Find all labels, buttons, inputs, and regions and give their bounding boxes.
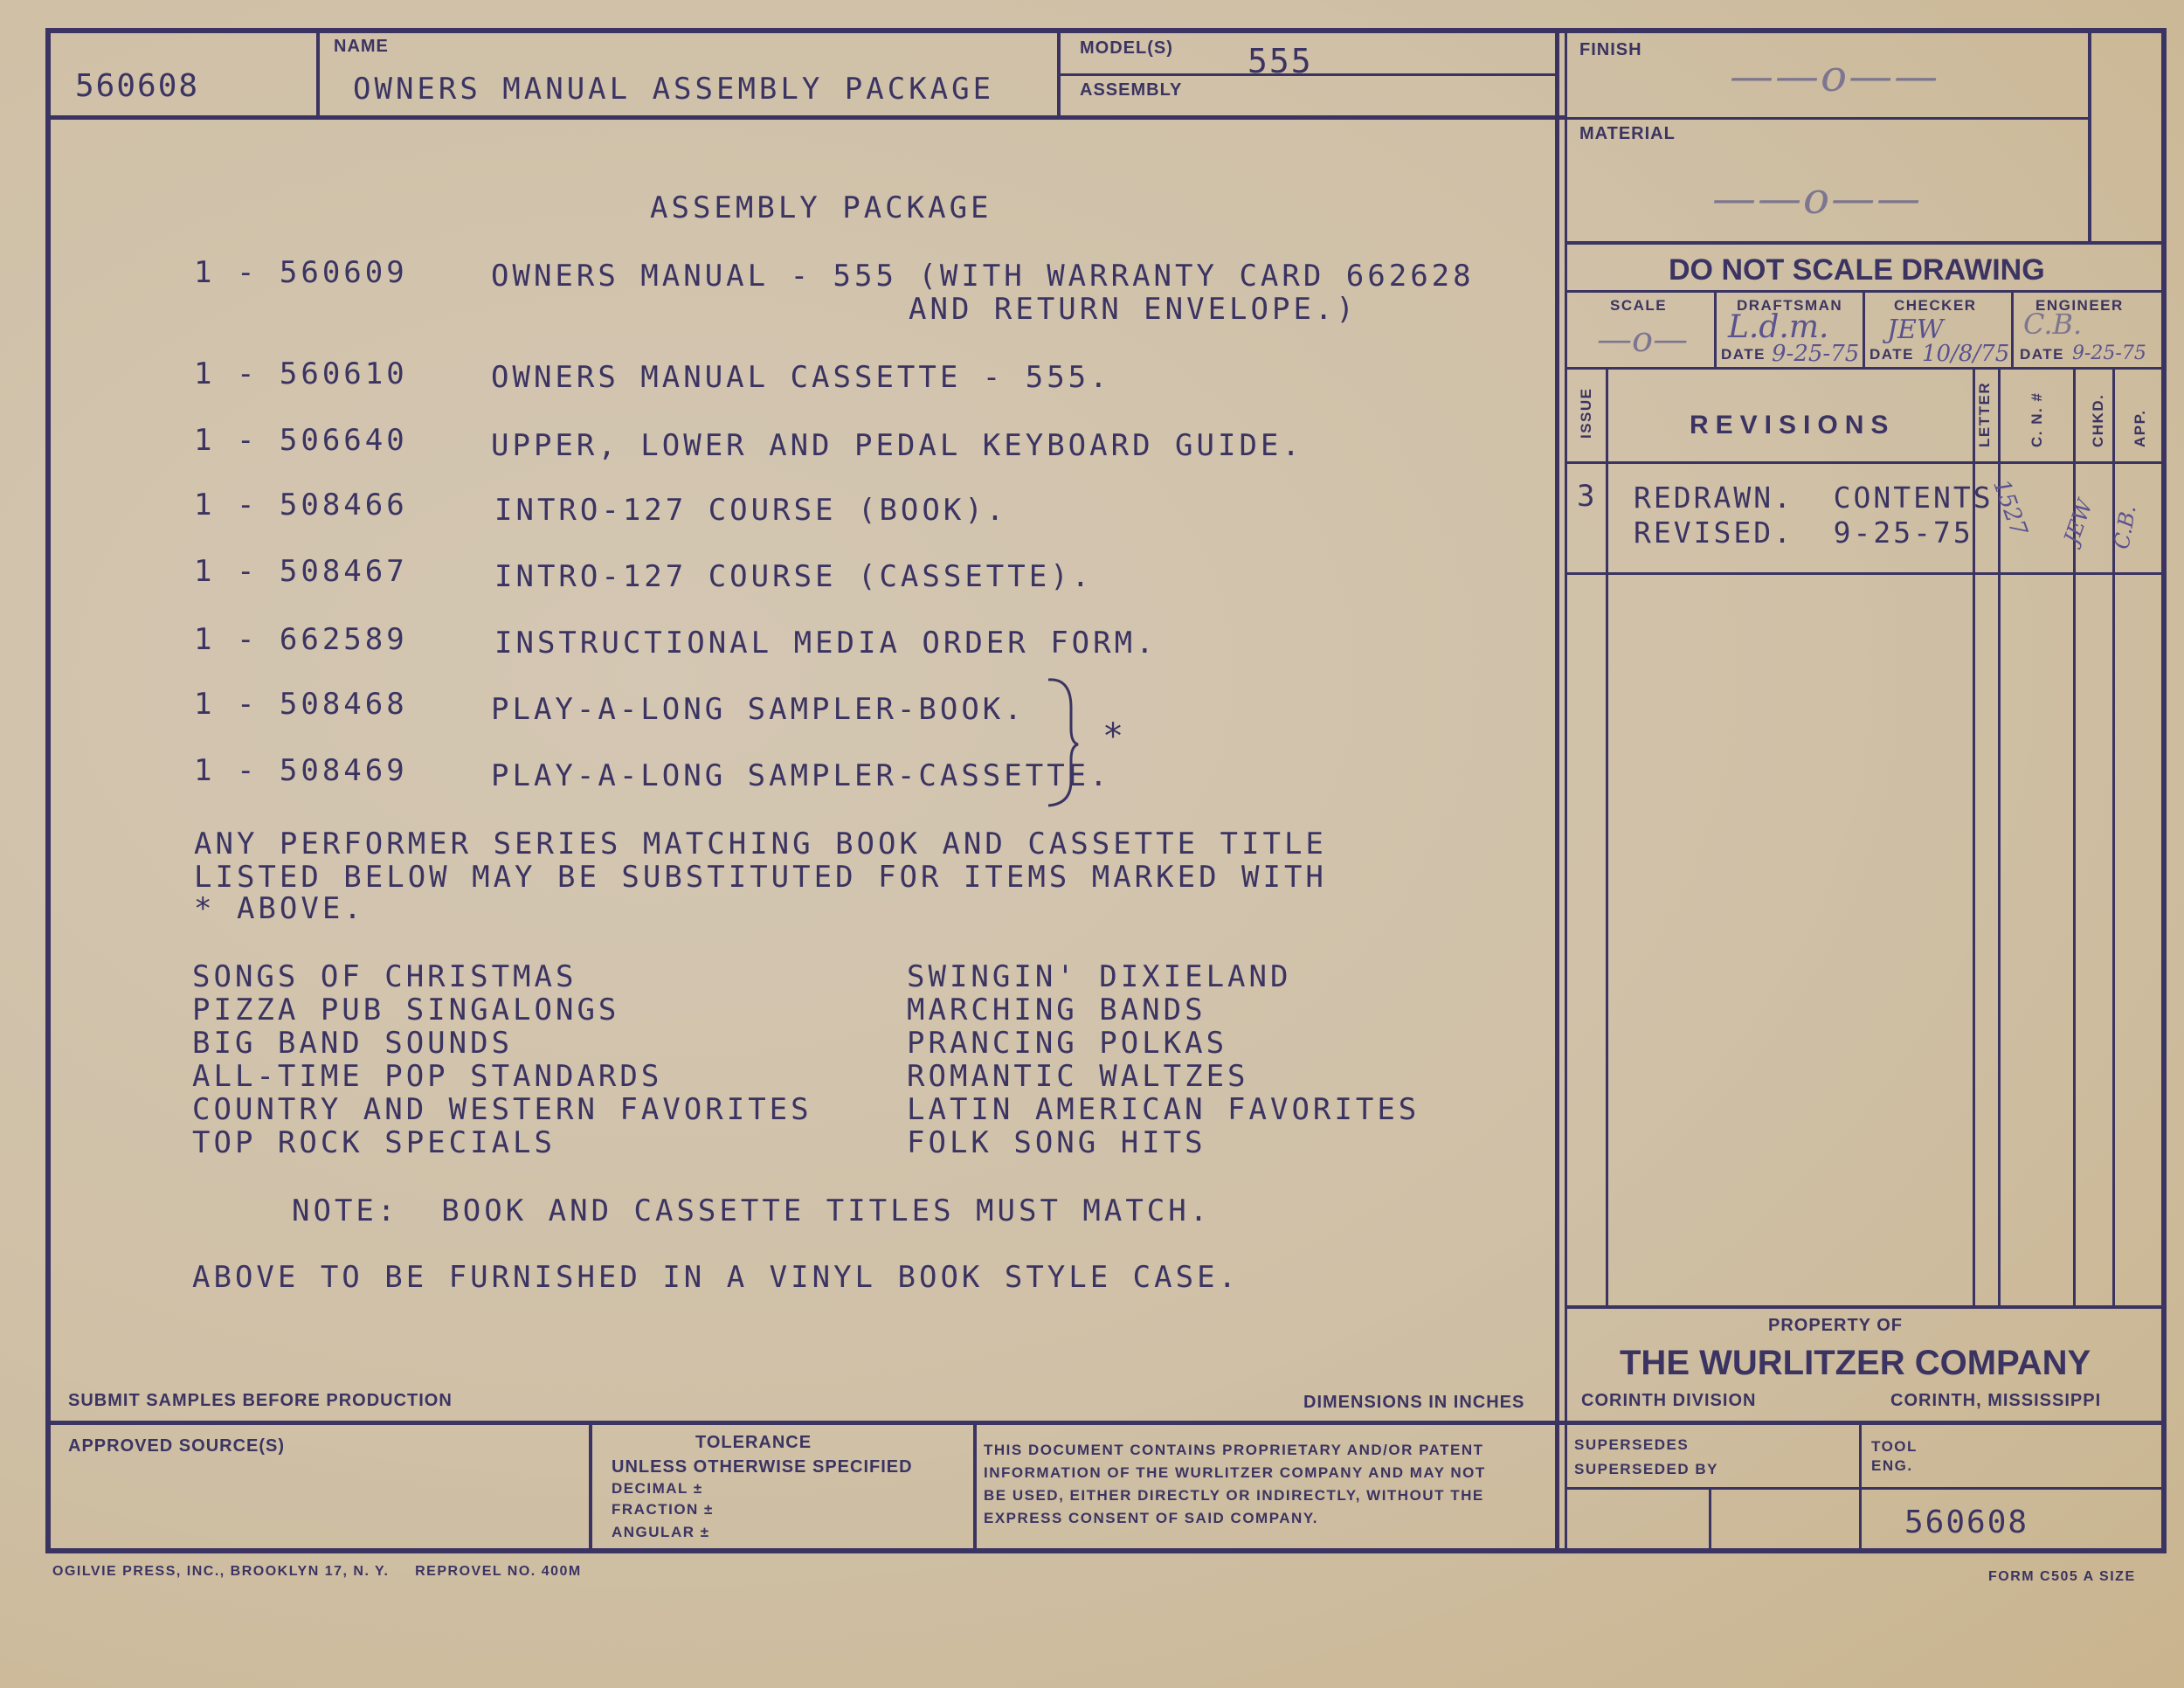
title-item: PRANCING POLKAS	[907, 1026, 1228, 1061]
do-not-scale-notice: DO NOT SCALE DRAWING	[1669, 253, 2045, 287]
checker-date: 10/8/75	[1922, 341, 2010, 367]
drawing-name: OWNERS MANUAL ASSEMBLY PACKAGE	[353, 72, 995, 107]
checker-initials: JEW	[1887, 315, 1944, 345]
draftsman-date: 9-25-75	[1772, 341, 1860, 367]
item-qty: 1 - 560609	[194, 255, 408, 290]
decimal-tolerance: DECIMAL ±	[612, 1480, 703, 1497]
title-item: SWINGIN' DIXIELAND	[907, 959, 1292, 994]
property-of-label: PROPERTY OF	[1768, 1316, 1903, 1335]
title-item: MARCHING BANDS	[907, 993, 1206, 1027]
drawing-number-bottom: 560608	[1904, 1505, 2029, 1540]
finish-label: FINISH	[1579, 40, 1642, 59]
substitution-line: LISTED BELOW MAY BE SUBSTITUTED FOR ITEMS MARKED WITH	[194, 860, 1327, 895]
item-qty: 1 - 508466	[194, 488, 408, 522]
revision-line-1: REDRAWN. CONTENTS	[1634, 481, 1994, 515]
substitution-line: ANY PERFORMER SERIES MATCHING BOOK AND CASSETTE TITLE	[194, 827, 1327, 861]
proprietary-line: THIS DOCUMENT CONTAINS PROPRIETARY AND/OR PATENT	[984, 1442, 1484, 1458]
revision-line-2: REVISED. 9-25-75	[1634, 515, 1973, 550]
name-label: NAME	[334, 37, 389, 56]
scale-label: SCALE	[1610, 297, 1668, 314]
asterisk-marker: *	[1102, 716, 1128, 757]
engineer-date: 9-25-75	[2072, 342, 2146, 364]
unless-specified-label: UNLESS OTHERWISE SPECIFIED	[612, 1457, 913, 1477]
title-item: SONGS OF CHRISTMAS	[192, 959, 577, 994]
revision-app: C.B.	[2109, 503, 2141, 551]
cn-column-header: C. N. #	[2028, 391, 2045, 447]
engineer-date-label: DATE	[2020, 346, 2065, 363]
item-desc: INTRO-127 COURSE (CASSETTE).	[494, 559, 1094, 594]
app-column-header: APP.	[2132, 409, 2148, 447]
item-desc: UPPER, LOWER AND PEDAL KEYBOARD GUIDE.	[491, 428, 1303, 463]
letter-column-header: LETTER	[1976, 381, 1993, 447]
form-number: FORM C505 A SIZE	[1988, 1569, 2136, 1584]
model-value: 555	[1248, 42, 1313, 80]
furnish-text: ABOVE TO BE FURNISHED IN A VINYL BOOK STYLE CASE.	[192, 1260, 1241, 1295]
title-item: ALL-TIME POP STANDARDS	[192, 1059, 663, 1094]
item-qty: 1 - 662589	[194, 622, 408, 657]
item-qty: 1 - 508467	[194, 554, 408, 589]
title-item: FOLK SONG HITS	[907, 1125, 1206, 1160]
title-item: LATIN AMERICAN FAVORITES	[907, 1092, 1420, 1127]
brace-icon	[1045, 673, 1080, 813]
supersedes-label: SUPERSEDES	[1574, 1436, 1690, 1453]
revisions-heading: REVISIONS	[1690, 411, 1896, 439]
item-desc: PLAY-A-LONG SAMPLER-BOOK.	[491, 692, 1026, 727]
title-item: PIZZA PUB SINGALONGS	[192, 993, 620, 1027]
title-item: BIG BAND SOUNDS	[192, 1026, 514, 1061]
title-item: COUNTRY AND WESTERN FAVORITES	[192, 1092, 812, 1127]
superseded-by-label: SUPERSEDED BY	[1574, 1461, 1718, 1477]
eng-label: ENG.	[1871, 1457, 1913, 1474]
angular-tolerance: ANGULAR ±	[612, 1524, 710, 1540]
division-name: CORINTH DIVISION	[1581, 1391, 1757, 1410]
item-qty: 1 - 560610	[194, 356, 408, 391]
issue-column-header: ISSUE	[1578, 387, 1594, 439]
material-label: MATERIAL	[1579, 124, 1676, 143]
item-qty: 1 - 506640	[194, 423, 408, 458]
submit-samples-note: SUBMIT SAMPLES BEFORE PRODUCTION	[68, 1391, 453, 1410]
note-text: NOTE: BOOK AND CASSETTE TITLES MUST MATCH.	[292, 1193, 1212, 1228]
tolerance-label: TOLERANCE	[695, 1433, 812, 1452]
proprietary-line: EXPRESS CONSENT OF SAID COMPANY.	[984, 1510, 1319, 1526]
fraction-tolerance: FRACTION ±	[612, 1501, 714, 1518]
material-value: ——o——	[1712, 173, 1923, 224]
item-qty: 1 - 508469	[194, 753, 408, 788]
title-item: ROMANTIC WALTZES	[907, 1059, 1249, 1094]
engineer-initials: C.B.	[2023, 308, 2083, 341]
item-desc: INTRO-127 COURSE (BOOK).	[494, 493, 1008, 528]
draftsman-date-label: DATE	[1721, 346, 1766, 363]
chkd-column-header: CHKD.	[2090, 393, 2106, 447]
draftsman-label: DRAFTSMAN	[1737, 297, 1843, 314]
revision-cn: 1527	[1987, 475, 2032, 540]
models-label: MODEL(S)	[1080, 38, 1173, 58]
approved-sources-label: APPROVED SOURCE(S)	[68, 1436, 286, 1456]
item-desc: OWNERS MANUAL - 555 (WITH WARRANTY CARD 662628	[491, 259, 1475, 294]
drawing-number: 560608	[75, 68, 200, 104]
substitution-line: * ABOVE.	[194, 891, 365, 926]
item-desc: INSTRUCTIONAL MEDIA ORDER FORM.	[494, 626, 1158, 661]
company-location: CORINTH, MISSISSIPPI	[1890, 1391, 2102, 1410]
tool-label: TOOL	[1871, 1438, 1918, 1455]
proprietary-line: BE USED, EITHER DIRECTLY OR INDIRECTLY, WITHOUT THE	[984, 1487, 1484, 1504]
checker-label: CHECKER	[1894, 297, 1977, 314]
item-qty: 1 - 508468	[194, 687, 408, 722]
finish-value: ——o——	[1730, 51, 1940, 101]
item-desc: OWNERS MANUAL CASSETTE - 555.	[491, 360, 1111, 395]
checker-date-label: DATE	[1870, 346, 1915, 363]
proprietary-line: INFORMATION OF THE WURLITZER COMPANY AND MAY NOT	[984, 1464, 1486, 1481]
body-heading: ASSEMBLY PACKAGE	[650, 190, 992, 225]
engineer-label: ENGINEER	[2035, 297, 2124, 314]
revision-chkd: JEW	[2058, 496, 2098, 548]
assembly-label: ASSEMBLY	[1080, 80, 1183, 100]
item-desc: PLAY-A-LONG SAMPLER-CASSETTE.	[491, 758, 1111, 793]
item-desc-cont: AND RETURN ENVELOPE.)	[909, 292, 1358, 327]
printer-info: OGILVIE PRESS, INC., BROOKLYN 17, N. Y. REPROVEL NO. 400M	[52, 1564, 582, 1579]
dimensions-note: DIMENSIONS IN INCHES	[1303, 1393, 1525, 1412]
company-name: THE WURLITZER COMPANY	[1620, 1344, 2091, 1382]
scale-value: —o—	[1597, 320, 1689, 360]
draftsman-initials: L.d.m.	[1728, 309, 1829, 345]
title-item: TOP ROCK SPECIALS	[192, 1125, 556, 1160]
revision-issue: 3	[1577, 479, 1599, 514]
